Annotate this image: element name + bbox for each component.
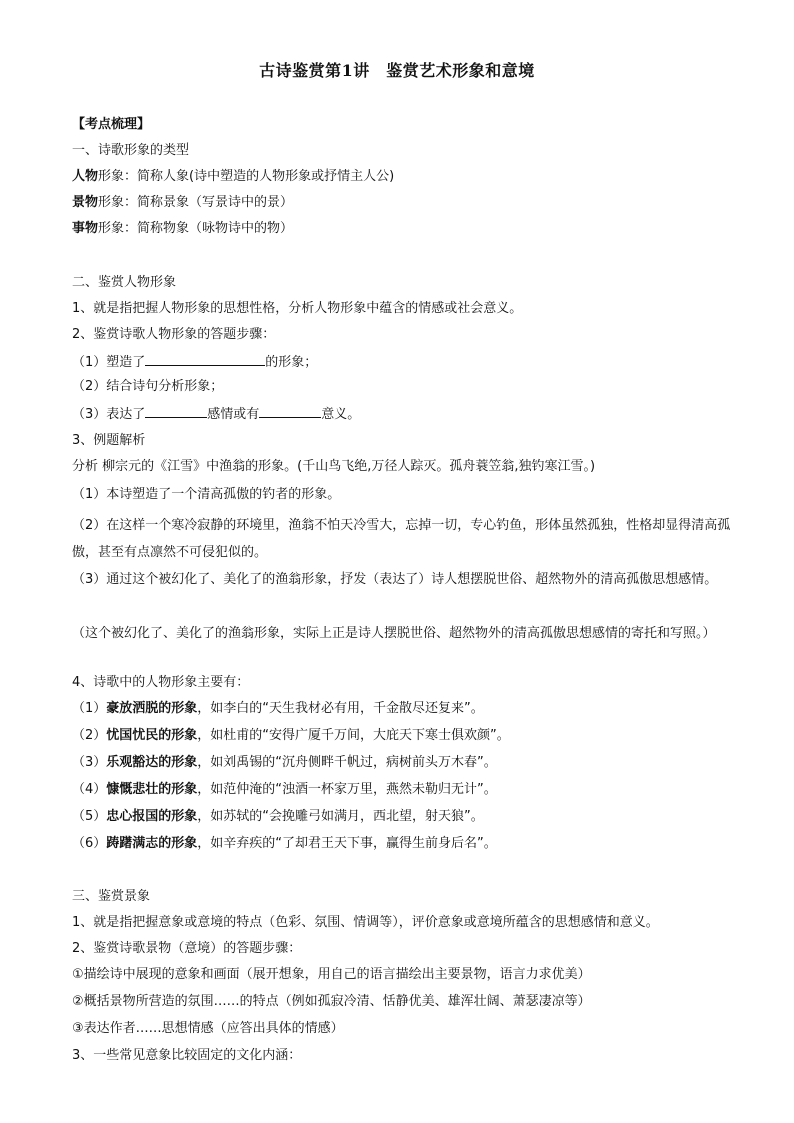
s1-item [72, 220, 740, 238]
fill-blank [259, 404, 321, 418]
s1-item-rest: 形象：简称人象(诗中塑造的人物形象或抒情主人公) [98, 169, 395, 184]
s3-step-1: ①描绘诗中展现的意象和画面（展开想象，用自己的语言描绘出主要景物，语言力求优美） [72, 967, 591, 982]
s1-item-rest: 形象：简称物象（咏物诗中的物） [98, 221, 294, 236]
item-num: （2） [72, 728, 107, 743]
example-prompt: 分析 柳宗元的《江雪》中渔翁的形象。(千山鸟飞绝,万径人踪灭。孤舟蓑笠翁,独钓寒江雪。) [72, 459, 596, 474]
s2-p1: 1、就是指把握人物形象的思想性格，分析人物形象中蕴含的情感或社会意义。 [72, 301, 523, 316]
s1-item-rest: 形象：简称景象（写景诗中的景） [98, 195, 294, 210]
example-answer-3: （3）通过这个被幻化了、美化了的渔翁形象，抒发（表达了）诗人想摆脱世俗、超然物外的清高孤傲思想感情。 [72, 572, 718, 587]
s3-heading: 三、鉴赏景象 [72, 889, 151, 904]
s1-item [72, 168, 740, 186]
item-num: （4） [72, 782, 107, 797]
item-num: （6） [72, 836, 107, 851]
s2-p3: 3、例题解析 [72, 433, 146, 448]
fill-blank [145, 404, 207, 418]
s3-p3: 3、一些常见意象比较固定的文化内涵： [72, 1048, 302, 1063]
item-name: 豪放洒脱的形象 [106, 701, 198, 716]
item-name: 踌躇满志的形象 [106, 836, 198, 851]
item-name: 忠心报国的形象 [106, 809, 198, 824]
s3-step-3: ③表达作者……思想情感（应答出具体的情感） [72, 1021, 344, 1036]
example-answer-1: （1）本诗塑造了一个清高孤傲的钓者的形象。 [72, 487, 341, 502]
section-header: 【考点梳理】 [72, 117, 151, 132]
item-desc: ，如刘禹锡的“沉舟侧畔千帆过，病树前头万木春”。 [197, 755, 497, 770]
s2-step3 [72, 404, 740, 424]
step1-suffix: 的形象； [265, 355, 318, 370]
item-desc: ，如苏轼的“会挽雕弓如满月，西北望，射天狼”。 [197, 809, 484, 824]
item-name: 慷慨悲壮的形象 [106, 782, 198, 797]
s1-item [72, 194, 740, 212]
item-num: （1） [72, 701, 107, 716]
image-type-item [72, 835, 740, 853]
item-num: （5） [72, 809, 107, 824]
image-type-item [72, 727, 740, 745]
image-type-item [72, 781, 740, 799]
image-type-item [72, 700, 740, 718]
item-desc: ，如辛弃疾的“了却君王天下事，赢得生前身后名”。 [197, 836, 497, 851]
step3-middle: 感情或有 [207, 407, 260, 422]
item-num: （3） [72, 755, 107, 770]
step3-suffix: 意义。 [321, 407, 361, 422]
step1-prefix: （1）塑造了 [72, 355, 146, 370]
item-name: 乐观豁达的形象 [106, 755, 198, 770]
s2-p2: 2、鉴赏诗歌人物形象的答题步骤： [72, 327, 276, 342]
page-title: 古诗鉴赏第1讲 鉴赏艺术形象和意境 [259, 61, 535, 80]
s3-p1: 1、就是指把握意象或意境的特点（色彩、氛围、情调等），评价意象或意境所蕴含的思想感情和意义。 [72, 915, 659, 930]
example-answer-4: （这个被幻化了、美化了的渔翁形象，实际上正是诗人摆脱世俗、超然物外的清高孤傲思想感情的寄托和写照。） [72, 626, 716, 641]
step3-prefix: （3）表达了 [72, 407, 146, 422]
s1-heading: 一、诗歌形象的类型 [72, 143, 190, 158]
item-desc: ，如李白的“天生我材必有用，千金散尽还复来”。 [197, 701, 484, 716]
example-answer-2: （2）在这样一个寒冷寂静的环境里，渔翁不怕天冷雪大，忘掉一切，专心钓鱼，形体虽然孤独，性格却显得清高孤傲，甚至有点凛然不可侵犯似的。 [72, 518, 731, 560]
s3-p2: 2、鉴赏诗歌景物（意境）的答题步骤： [72, 941, 302, 956]
s1-item-term: 景物 [72, 195, 99, 210]
item-desc: ，如范仲淹的“浊酒一杯家万里，燕然未勒归无计”。 [197, 782, 497, 797]
s2-p4: 4、诗歌中的人物形象主要有： [72, 675, 250, 690]
s1-item-term: 事物 [72, 221, 99, 236]
image-type-item [72, 808, 740, 826]
s2-heading: 二、鉴赏人物形象 [72, 275, 177, 290]
s3-step-2: ②概括景物所营造的氛围……的特点（例如孤寂冷清、恬静优美、雄浑壮阔、萧瑟凄凉等） [72, 994, 591, 1009]
s1-item-term: 人物 [72, 169, 99, 184]
item-desc: ，如杜甫的“安得广厦千万间，大庇天下寒士俱欢颜”。 [197, 728, 510, 743]
item-name: 忧国忧民的形象 [106, 728, 198, 743]
fill-blank [145, 352, 265, 366]
s2-step2: （2）结合诗句分析形象； [72, 379, 224, 394]
s2-step1 [72, 352, 740, 372]
image-type-item [72, 754, 740, 772]
